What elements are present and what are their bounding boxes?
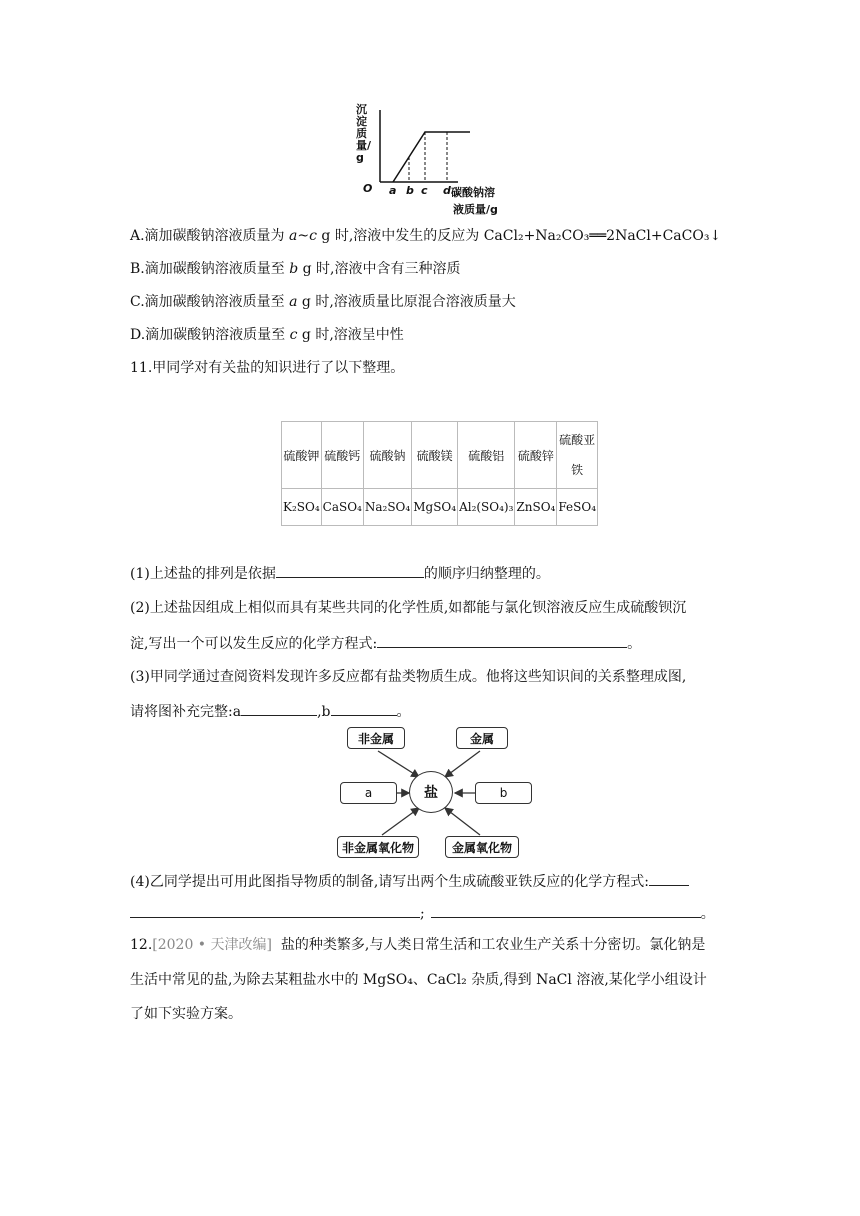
answer-blank-4a-start[interactable] [649,871,689,886]
node-nonmetal: 非金属 [347,727,405,749]
salt-formula-cell: ZnSO₄ [515,489,557,526]
q12-line3: 了如下实验方案。 [130,1006,242,1022]
salt-name-cell: 硫酸亚铁 [557,422,598,489]
salt-name-cell: 硫酸镁 [412,422,458,489]
answer-blank-4b[interactable] [431,903,701,918]
node-a: a [340,782,397,804]
q11-part4-line2: ; 。 [130,903,715,924]
node-salt: 盐 [409,771,453,813]
node-metal: 金属 [456,727,508,749]
option-c: C.滴加碳酸钠溶液质量至 a g 时,溶液质量比原混合溶液质量大 [130,294,516,310]
precipitate-curve [393,132,470,182]
tick-d: d [443,184,451,197]
salt-name-cell: 硫酸钾 [282,422,322,489]
answer-blank-4a[interactable] [130,903,420,918]
q12-line1: 12.[2020 • 天津改编] 盐的种类繁多,与人类日常生活和工农业生产关系十分密切。氯化钠是 [130,937,706,953]
q11-part3-line2: 请将图补充完整:a ,b 。 [130,701,411,722]
origin-label: O [363,182,373,195]
salt-formula-cell: FeSO₄ [557,489,598,526]
salt-table [281,421,598,526]
answer-blank-1[interactable] [276,563,424,578]
salt-name-cell: 硫酸锌 [515,422,557,489]
salt-formula-cell: Al₂(SO₄)₃ [458,489,515,526]
salt-formula-cell: MgSO₄ [412,489,458,526]
salt-name-cell: 硫酸铝 [458,422,515,489]
answer-blank-b[interactable] [331,701,397,716]
option-b: B.滴加碳酸钠溶液质量至 b g 时,溶液中含有三种溶质 [130,261,461,277]
q11-part3-line1: (3)甲同学通过查阅资料发现许多反应都有盐类物质生成。他将这些知识间的关系整理成图, [130,669,687,685]
answer-blank-a[interactable] [241,701,317,716]
y-axis-label: 沉淀质量/g [356,103,372,164]
salt-name-cell: 硫酸钠 [363,422,411,489]
q12-line2: 生活中常见的盐,为除去某粗盐水中的 MgSO₄、CaCl₂ 杂质,得到 NaCl 溶液,某化学小组设计 [130,972,707,988]
salt-formula-cell: Na₂SO₄ [363,489,411,526]
arrow-metal-oxide [445,808,480,835]
tick-a: a [389,184,397,197]
node-nonmetal-oxide: 非金属氧化物 [337,836,419,858]
salt-name-cell: 硫酸钙 [321,422,363,489]
arrow-nonmetal [378,751,419,777]
q11-part1: (1)上述盐的排列是依据 的顺序归纳整理的。 [130,563,550,584]
node-metal-oxide: 金属氧化物 [445,836,519,858]
arrow-nonmetal-oxide [382,808,419,835]
arrow-metal [445,751,480,777]
q11-part2-line1: (2)上述盐因组成上相似而具有某些共同的化学性质,如都能与氯化钡溶液反应生成硫酸钡沉 [130,600,687,616]
answer-blank-2[interactable] [377,633,627,648]
x-axis-label-1: 碳酸钠溶 [451,186,495,199]
q11-part4-line1: (4)乙同学提出可用此图指导物质的制备,请写出两个生成硫酸亚铁反应的化学方程式: [130,871,689,892]
tick-b: b [406,184,414,197]
salt-name-row [282,422,598,489]
salt-formula-cell: K₂SO₄ [282,489,322,526]
tick-c: c [421,184,428,197]
q11-title: 11.甲同学对有关盐的知识进行了以下整理。 [130,360,405,376]
x-axis-label-2: 液质量/g [453,203,498,216]
salt-formula-cell: CaSO₄ [321,489,363,526]
q11-part2-line2: 淀,写出一个可以发生反应的化学方程式: 。 [130,633,641,654]
node-b: b [475,782,532,804]
option-a: A.滴加碳酸钠溶液质量为 a~c g 时,溶液中发生的反应为 CaCl₂+Na₂CO₃══2NaCl+CaCO₃↓ [130,228,722,244]
q12-source: [2020 • 天津改编] [152,937,272,953]
salt-formula-row [282,489,598,526]
option-d: D.滴加碳酸钠溶液质量至 c g 时,溶液呈中性 [130,327,404,343]
